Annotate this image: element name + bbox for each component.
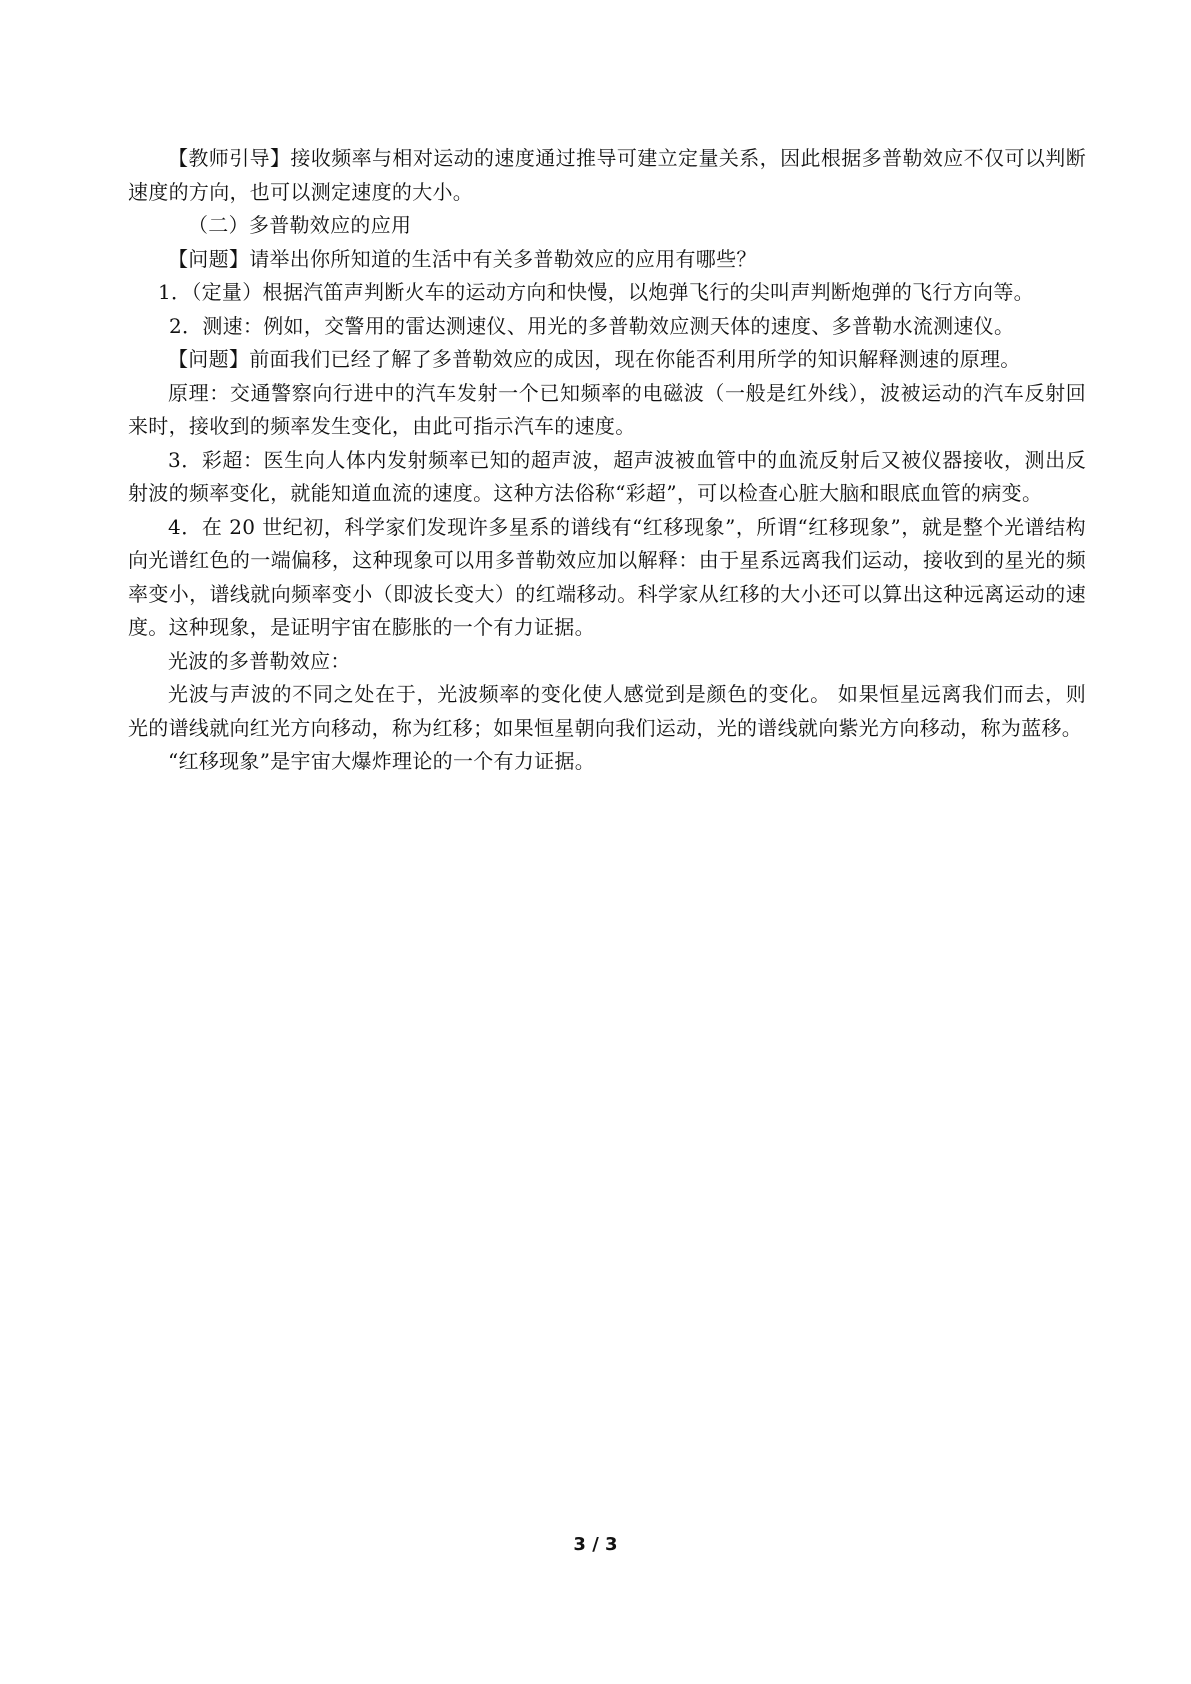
paragraph-light-doppler-heading: 光波的多普勒效应： <box>168 648 351 673</box>
list-item-2: 2．测速：例如，交警用的雷达测速仪、用光的多普勒效应测天体的速度、多普勒水流测速仪。 <box>169 313 1015 338</box>
section-heading-applications: （二）多普勒效应的应用 <box>188 213 412 237</box>
list-item-3: 3．彩超：医生向人体内发射频率已知的超声波，超声波被血管中的血流反射后又被仪器接收，测出反射波的频率变化，就能知道血流的速度。这种方法俗称“彩超”，可以检查心脏大脑和眼底血管的病变。 <box>128 447 1086 505</box>
page-number: 3 / 3 <box>573 1534 618 1555</box>
paragraph-light-doppler: 光波与声波的不同之处在于，光波频率的变化使人感觉到是颜色的变化。 如果恒星远离我们而去，则光的谱线就向红光方向移动，称为红移；如果恒星朝向我们运动，光的谱线就向紫光方向移动，称为蓝移。 <box>128 682 1086 740</box>
paragraph-redshift-evidence: “红移现象”是宇宙大爆炸理论的一个有力证据。 <box>168 749 596 773</box>
paragraph-principle: 原理：交通警察向行进中的汽车发射一个已知频率的电磁波（一般是红外线），波被运动的汽车反射回来时，接收到的频率发生变化，由此可指示汽车的速度。 <box>128 380 1086 438</box>
paragraph-teacher-guide: 【教师引导】接收频率与相对运动的速度通过推导可建立定量关系，因此根据多普勒效应不仅可以判断速度的方向，也可以测定速度的大小。 <box>128 146 1086 204</box>
list-item-1: 1．（定量）根据汽笛声判断火车的运动方向和快慢，以炮弹飞行的尖叫声判断炮弹的飞行方向等。 <box>158 280 1034 304</box>
document-body <box>128 142 1086 779</box>
paragraph-question-applications: 【问题】请举出你所知道的生活中有关多普勒效应的应用有哪些？ <box>168 246 757 271</box>
list-item-4: 4．在 20 世纪初，科学家们发现许多星系的谱线有“红移现象”，所谓“红移现象”，就是整个光谱结构向光谱红色的一端偏移，这种现象可以用多普勒效应加以解释：由于星系远离我们运动，接收到的星光的频率变小，谱线就向频率变小（即波长变大）的红端移动。科学家从红移的大小还可以算出这种远离运动的速度。这种现象，是证明宇宙在膨胀的一个有力证据。 <box>128 514 1086 639</box>
paragraph-question-principle: 【问题】前面我们已经了解了多普勒效应的成因，现在你能否利用所学的知识解释测速的原理。 <box>168 347 1021 371</box>
